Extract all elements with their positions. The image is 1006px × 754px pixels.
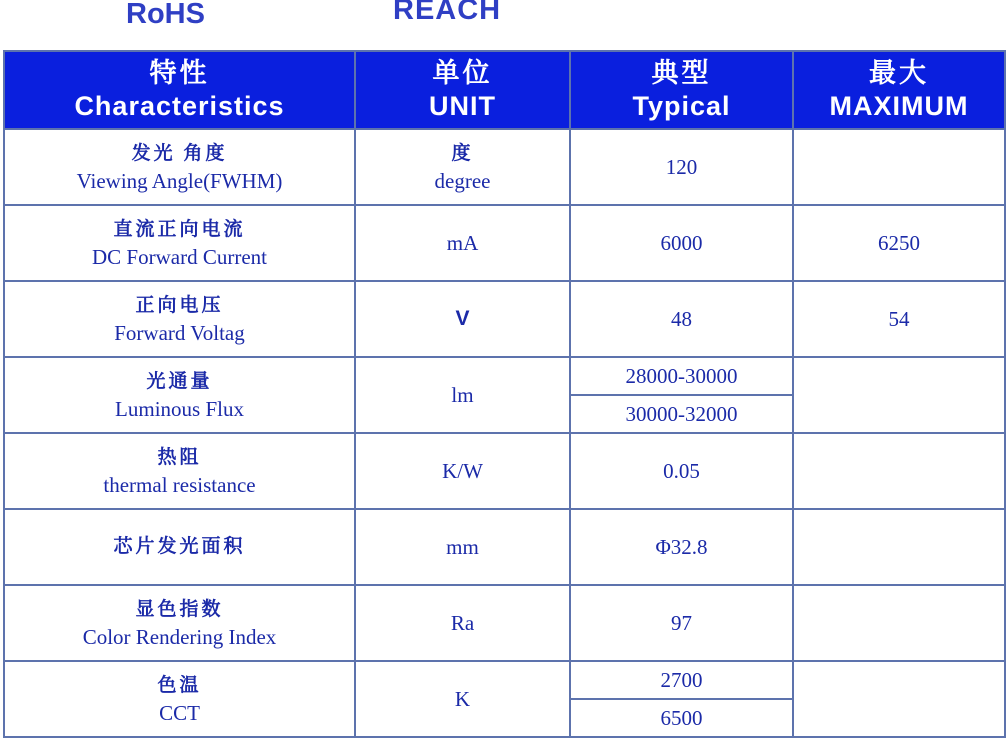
typical-cell: 97 — [570, 585, 793, 661]
characteristic-cell: 正向电压 Forward Voltag — [4, 281, 355, 357]
characteristic-cell: 显色指数 Color Rendering Index — [4, 585, 355, 661]
characteristic-cell: 芯片发光面积 — [4, 509, 355, 585]
table-row-dc-current — [4, 205, 1005, 281]
typical-cell: 2700 — [570, 661, 793, 699]
header-characteristics: 特性 Characteristics — [4, 51, 355, 129]
rohs-label: RoHS — [126, 0, 205, 30]
compliance-badges — [0, 0, 1006, 50]
maximum-cell — [793, 433, 1005, 509]
table-row-thermal-resistance — [4, 433, 1005, 509]
table-header-row — [4, 51, 1005, 129]
characteristic-cell: 热阻 thermal resistance — [4, 433, 355, 509]
specification-table — [3, 50, 1006, 738]
maximum-cell: 54 — [793, 281, 1005, 357]
table-row-cct-a — [4, 661, 1005, 699]
unit-cell: mA — [355, 205, 570, 281]
typical-cell: 28000-30000 — [570, 357, 793, 395]
typical-cell: 6000 — [570, 205, 793, 281]
characteristic-cell: 色温 CCT — [4, 661, 355, 737]
characteristic-cell: 光通量 Luminous Flux — [4, 357, 355, 433]
maximum-cell — [793, 129, 1005, 205]
header-maximum: 最大 MAXIMUM — [793, 51, 1005, 129]
typical-cell: 0.05 — [570, 433, 793, 509]
table-row-chip-area — [4, 509, 1005, 585]
unit-cell: Ra — [355, 585, 570, 661]
table-row-luminous-flux-a — [4, 357, 1005, 395]
table-row-viewing-angle — [4, 129, 1005, 205]
unit-cell: K — [355, 661, 570, 737]
table-row-cri — [4, 585, 1005, 661]
unit-cell: V — [355, 281, 570, 357]
maximum-cell: 6250 — [793, 205, 1005, 281]
unit-cell: 度 degree — [355, 129, 570, 205]
maximum-cell — [793, 509, 1005, 585]
reach-label: REACH — [393, 0, 502, 26]
unit-cell: mm — [355, 509, 570, 585]
typical-cell: Φ32.8 — [570, 509, 793, 585]
header-typical: 典型 Typical — [570, 51, 793, 129]
maximum-cell — [793, 661, 1005, 737]
typical-cell: 6500 — [570, 699, 793, 737]
table-row-forward-voltage — [4, 281, 1005, 357]
characteristic-cell: 直流正向电流 DC Forward Current — [4, 205, 355, 281]
header-unit: 单位 UNIT — [355, 51, 570, 129]
typical-cell: 120 — [570, 129, 793, 205]
typical-cell: 30000-32000 — [570, 395, 793, 433]
maximum-cell — [793, 357, 1005, 433]
characteristic-cell: 发光 角度 Viewing Angle(FWHM) — [4, 129, 355, 205]
unit-cell: lm — [355, 357, 570, 433]
maximum-cell — [793, 585, 1005, 661]
unit-cell: K/W — [355, 433, 570, 509]
typical-cell: 48 — [570, 281, 793, 357]
